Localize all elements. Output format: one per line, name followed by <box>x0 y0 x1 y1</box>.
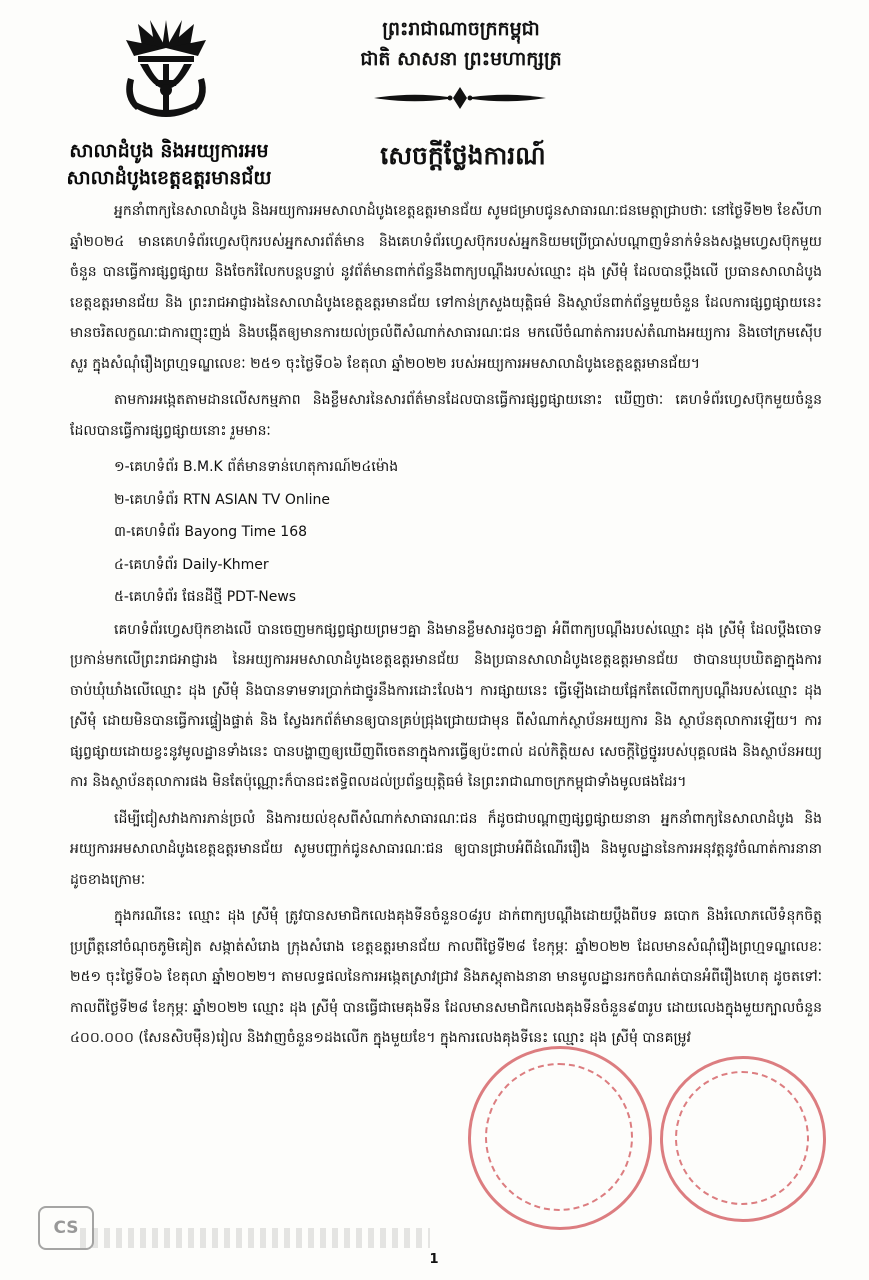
facebook-page-list-item: ៥-គេហទំព័រ ផែនដីថ្មី PDT-News <box>114 589 297 605</box>
document-body <box>70 196 822 1060</box>
document-title: សេចក្តីថ្លែងការណ៍ <box>380 141 546 170</box>
body-paragraph: គេហទំព័រហ្វេសប៊ុកខាងលើ បានចេញមកផ្សព្វផ្សាយព្រមៗគ្នា និងមានខ្លឹមសារដូចៗគ្នា អំពីពាក្យបណ្តឹងរបស់ឈ្មោះ ដុង ស្រីមុំ ដែលប្តឹងចោទប្រកាន់មកលើព្រះរាជអាជ្ញារង នៃអយ្យការអមសាលាដំបូងខេត្តឧត្តរមានជ័យ និងប្រធានសាលាដំបូងខេត្តឧត្តរមានជ័យ ថាបានឃុបឃិតគ្នាក្នុងការចាប់ឃុំឃាំងលើឈ្មោះ ដុង ស្រីមុំ និងបានទាមទារប្រាក់ជាថ្នូរនឹងការដោះលែង។ ការផ្សាយនេះ ធ្វើឡើងដោយផ្អែកតែលើពាក្យបណ្តឹងរបស់ឈ្មោះ ដុង ស្រីមុំ ដោយមិនបានធ្វើការផ្ទៀងផ្ទាត់ និង ស្វែងរកព័ត៌មានឲ្យបានគ្រប់ជ្រុងជ្រោយជាមុន ពីសំណាក់ស្ថាប័នអយ្យការ និង ស្ថាប័នតុលាការឡើយ។ ការផ្សព្វផ្សាយដោយខ្វះនូវមូលដ្ឋានទាំងនេះ បានបង្ហាញឲ្យឃើញពីចេតនាក្នុងការធ្វើឲ្យប៉ះពាល់ ដល់កិត្តិយស សេចក្តីថ្លៃថ្នូររបស់បុគ្គលផង និងស្ថាប័នអយ្យការ និងស្ថាប័នតុលាការផង មិនតែប៉ុណ្ណោះក៏បានជះឥទ្ធិពលដល់ប្រព័ន្ធយុត្តិធម៌ នៃព្រះរាជាណាចក្រកម្ពុជាទាំងមូលផងដែរ។ <box>70 621 822 790</box>
ministry-line-2: សាលាដំបូងខេត្តឧត្តរមានជ័យ <box>66 167 272 189</box>
kingdom-name: ព្រះរាជាណាចក្រកម្ពុជា <box>382 18 540 40</box>
page-number: 1 <box>429 1252 439 1267</box>
kingdom-heading <box>326 14 596 74</box>
ministry-emblem-icon <box>118 18 214 122</box>
scanner-watermark: CS <box>38 1206 94 1250</box>
facebook-page-list-item: ៣-គេហទំព័រ Bayong Time 168 <box>114 524 308 540</box>
official-seal-stamp-icon <box>660 1056 826 1222</box>
body-paragraph: អ្នកនាំពាក្យនៃសាលាដំបូង និងអយ្យការអមសាលាដំបូងខេត្តឧត្តរមានជ័យ សូមជម្រាបជូនសាធារណៈជនមេត្តាជ្រាបថាៈ នៅថ្ងៃទី២២ ខែសីហា ឆ្នាំ២០២៤ មានគេហទំព័រហ្វេសប៊ុករបស់អ្នកសារព័ត៌មាន និងគេហទំព័រហ្វេសប៊ុករបស់អ្នកនិយមប្រើប្រាស់បណ្តាញទំនាក់ទំនងសង្គមហ្វេសប៊ុកមួយចំនួន បានធ្វើការផ្សព្វផ្សាយ និងចែករំលែកបន្តបន្ទាប់ នូវព័ត៌មានពាក់ព័ន្ធនឹងពាក្យបណ្តឹងរបស់ឈ្មោះ ដុង ស្រីមុំ ដែលបានប្តឹងលើ ប្រធានសាលាដំបូងខេត្តឧត្តរមានជ័យ និង ព្រះរាជអាជ្ញារងនៃសាលាដំបូងខេត្តឧត្តរមានជ័យ ទៅកាន់ក្រសួងយុត្តិធម៌ និងស្ថាប័នពាក់ព័ន្ធមួយចំនួន ដែលការផ្សព្វផ្សាយនេះ មានចរិតលក្ខណៈជាការញុះញង់ និងបង្កើតឲ្យមានការយល់ច្រលំពីសំណាក់សាធារណៈជន មកលើចំណាត់ការរបស់តំណាងអយ្យការ និងចៅក្រមស៊ើបសួរ ក្នុងសំណុំរឿងព្រហ្មទណ្ឌលេខៈ ២៥១ ចុះថ្ងៃទី០៦ ខែតុលា ឆ្នាំ២០២២ របស់អយ្យការអមសាលាដំបូងខេត្តឧត្តរមានជ័យ។ <box>70 203 822 372</box>
national-motto: ជាតិ សាសនា ព្រះមហាក្សត្រ <box>360 48 562 70</box>
body-paragraph: ដើម្បីជៀសវាងការភាន់ច្រលំ និងការយល់ខុសពីសំណាក់សាធារណៈជន ក៏ដូចជាបណ្តាញផ្សព្វផ្សាយនានា អ្នកនាំពាក្យនៃសាលាដំបូង និងអយ្យការអមសាលាដំបូងខេត្តឧត្តរមានជ័យ សូមបញ្ជាក់ជូនសាធារណៈជន ឲ្យបានជ្រាបអំពីដំណើររឿង និងមូលដ្ឋាននៃការអនុវត្តនូវចំណាត់ការនានា ដូចខាងក្រោមៈ <box>70 810 822 888</box>
facebook-page-list-item: ៤-គេហទំព័រ Daily-Khmer <box>114 556 269 573</box>
scanner-watermark-text <box>80 1228 430 1248</box>
official-seal-stamp-icon <box>468 1046 652 1230</box>
ministry-line-1: សាលាដំបូង និងអយ្យការអម <box>69 140 269 162</box>
body-paragraph: តាមការអង្កេតតាមដានលើសកម្មភាព និងខ្លឹមសារនៃសារព័ត៌មានដែលបានធ្វើការផ្សព្វផ្សាយនោះ ឃើញថាៈ គេហទំព័រហ្វេសប៊ុកមួយចំនួន ដែលបានធ្វើការផ្សព្វផ្សាយនោះ រួមមានៈ <box>70 392 822 439</box>
body-paragraph: ក្នុងករណីនេះ ឈ្មោះ ដុង ស្រីមុំ ត្រូវបានសមាជិកលេងគុងទីនចំនួន០៨រូប ដាក់ពាក្យបណ្តឹងដោយប្តឹងពីបទ ឆបោក និងរំលោភលើទំនុកចិត្ត ប្រព្រឹត្តនៅចំណុចភូមិគៀត សង្កាត់សំរោង ក្រុងសំរោង ខេត្តឧត្តរមានជ័យ កាលពីថ្ងៃទី២៨ ខែកុម្ភៈ ឆ្នាំ២០២២ ដែលមានសំណុំរឿងព្រហ្មទណ្ឌលេខៈ ២៥១ ចុះថ្ងៃទី០៦ ខែតុលា ឆ្នាំ២០២២។ តាមលទ្ធផលនៃការអង្កេតស្រាវជ្រាវ និងភស្តុតាងនានា មានមូលដ្ឋានរកចកំណត់បានអំពីរឿងហេតុ ដូចតទៅៈ កាលពីថ្ងៃទី២៨ ខែកុម្ភៈ ឆ្នាំ២០២២ ឈ្មោះ ដុង ស្រីមុំ បានធ្វើជាមេគុងទីន ដែលមានសមាជិកលេងគុងទីនចំនួន៩៣រូប ដោយលេងក្នុងមួយក្បាលចំនួន ៤០០.០០០ (សែនសិបម៉ឺន)រៀល និងវាញចំនួន១ដងលើក ក្នុងមួយខែ។ ក្នុងការលេងគុងទីនេះ ឈ្មោះ ដុង ស្រីមុំ បានគម្រូវ <box>70 908 822 1046</box>
ministry-heading <box>44 138 294 192</box>
ornament-divider-icon <box>372 86 548 110</box>
facebook-page-list-item: ២-គេហទំព័រ RTN ASIAN TV Online <box>114 491 330 508</box>
facebook-page-list-item: ១-គេហទំព័រ B.M.K ព័ត៌មានទាន់ហេតុការណ៍២៤ម៉ោង <box>114 459 399 475</box>
